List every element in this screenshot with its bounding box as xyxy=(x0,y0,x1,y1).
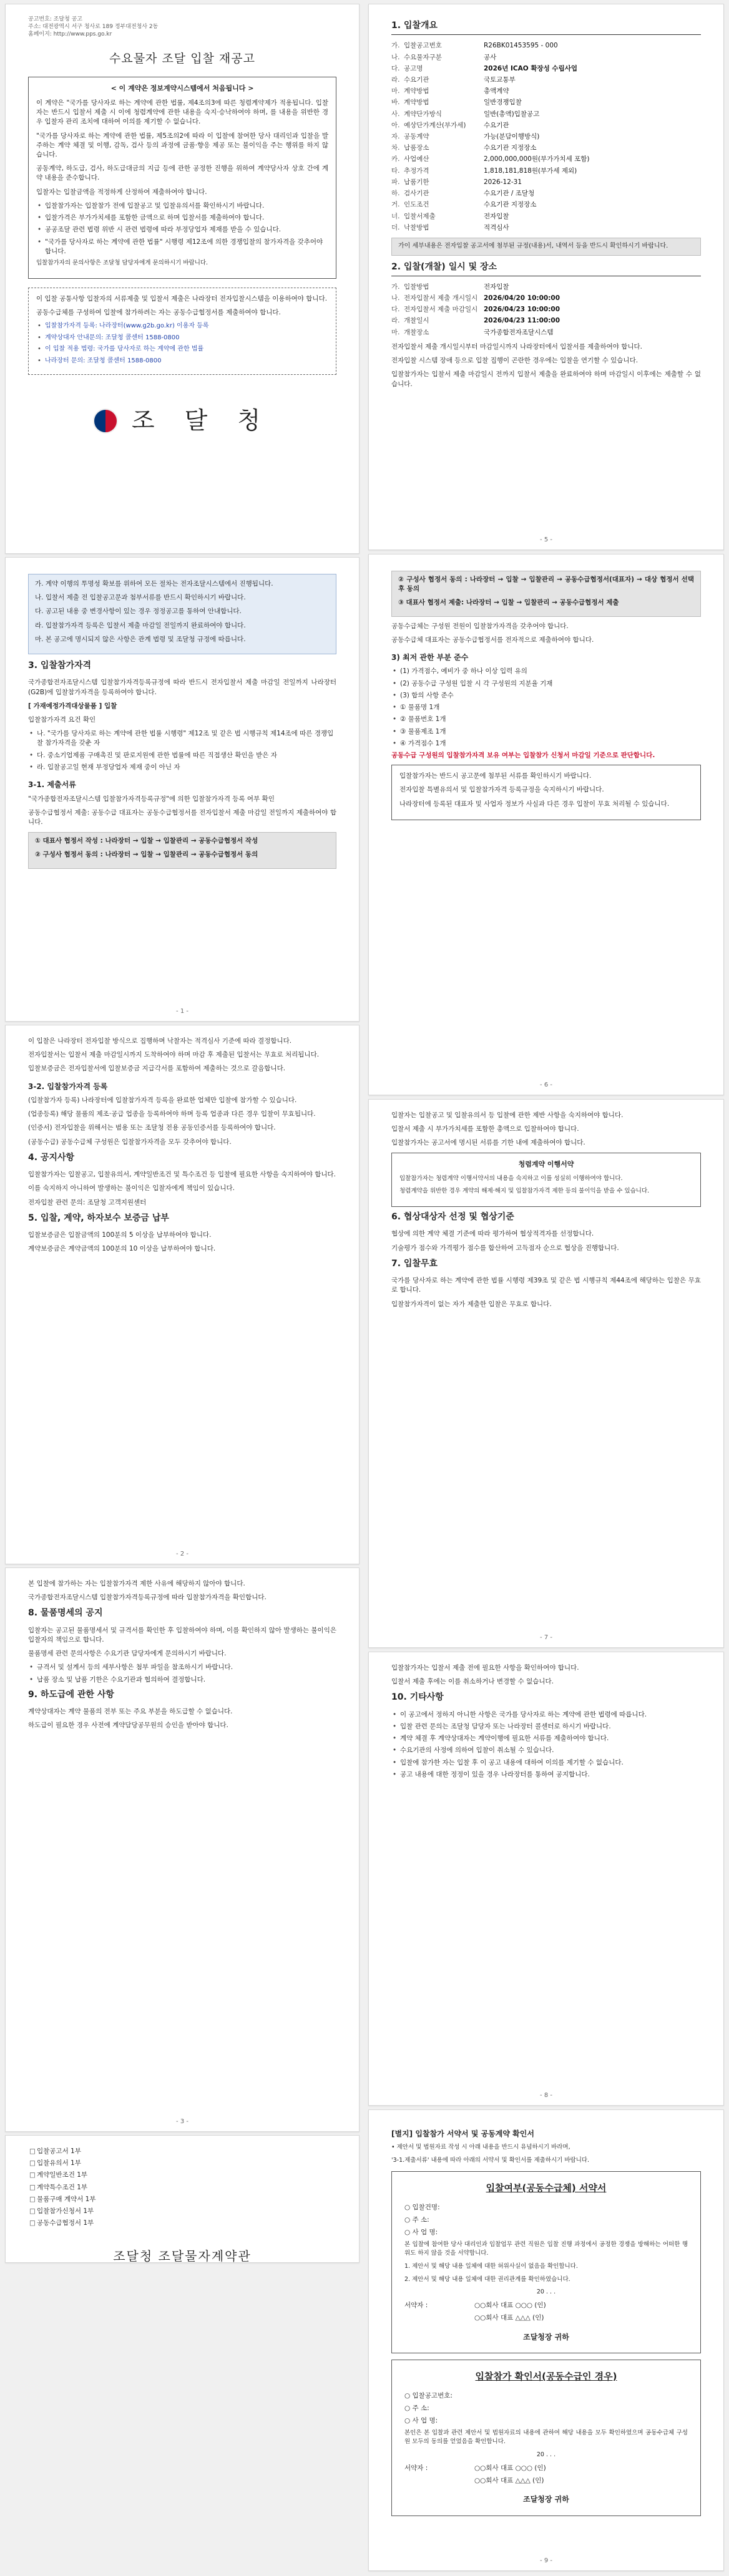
paragraph: 전자입찰 특별유의서 및 입찰참가자격 등록규정을 숙지하시기 바랍니다. xyxy=(399,786,604,794)
qualification-list xyxy=(28,729,336,772)
paragraph: 이 입찰은 나라장터 전자입찰 방식으로 집행하며 낙찰자는 적격심사 기준에 따라 결정합니다. xyxy=(28,1037,292,1045)
page-number: - 1 - xyxy=(176,1007,188,1015)
bid-schedule-table: 가. 입찰방법 전자입찰 나. 전자입찰서 제출 개시일시 2026/04/20 10:00:00 다. 전자입찰서 제출 마감일시 2026/04/23 10:00:00 라. 개찰일시 2026/04/23 11:00:00 마. 개찰장소 국가종합전자조달시스템 xyxy=(391,283,560,336)
paragraph: 입찰보증금은 입찰금액의 100분의 5 이상을 납부하여야 합니다. xyxy=(28,1231,212,1239)
closing-signature: 조달청 조달물자계약관 xyxy=(113,2248,252,2263)
list-item: • 이 공고에서 정하지 아니한 사항은 국가를 당사자로 하는 계약에 관한 법령에 따릅니다. xyxy=(391,1710,701,1720)
list-item: • "국가를 당사자로 하는 계약에 관한 법률" 시행령 제12조에 의한 경쟁입찰의 참가자격을 갖추어야 합니다. xyxy=(36,238,328,256)
page-number: - 6 - xyxy=(540,1081,552,1088)
paragraph: 본인은 본 입찰과 관련 제안서 및 법원자료의 내용에 관하여 해당 내용을 모두 확인하였으며 공동수급체 구성원 모두의 동의를 얻었음을 확인합니다. xyxy=(404,2429,688,2446)
list-item: • 납품 장소 및 납품 기한은 수요기관과 협의하여 결정합니다. xyxy=(28,1675,336,1685)
list-item: • (1) 가격점수, 예비가 중 하나 이상 입력 유의 xyxy=(391,667,701,676)
paragraph: 공동계약, 하도급, 검사, 하도급대금의 지급 등에 관한 공정한 진행을 위하여 계약당사자 상호 간에 계약 내용을 준수합니다. xyxy=(36,165,328,182)
paragraph: 청렴계약을 위반한 경우 계약의 해제·해지 및 입찰참가자격 제한 등의 불이익을 받을 수 있습니다. xyxy=(399,1188,650,1195)
organization-name: 조 달 청 xyxy=(131,407,272,435)
list-item: • ④ 가격점수 1개 xyxy=(391,739,701,748)
paragraph: 협상에 의한 계약 체결 기준에 따라 평가하여 협상적격자를 선정합니다. xyxy=(391,1230,594,1238)
bid-overview-table: 가. 입찰공고번호 R26BK01453595 - 000 나. 수요물자구분 공사 다. 공고명 2026년 ICAO 확장성 수립사업 라. 수요기관 국토교통부 마. 계약방법 총액계약 바. 계약방법 일반경쟁입찰 사. 계약단가방식 일반(총액)입찰공고 아. 예상단가계산(부가세) 수요기관 자. 공동계약 가능(분담이행방식) 차. 납품장소 수요기관 지정장소 카. 사업예산 2,000,000,000원(부가가치세 포함) 타. 추정가격 1,818,181,818원(부가세 제외) 파. 납품기한 2026-12-31 하. 검사기관 수요기관 / 조달청 거. 인도조건 수요기관 지정장소 너. 입찰서제출 전자입찰 더. 낙찰방법 적격심사 xyxy=(391,42,590,231)
paragraph: (입찰참가자 등록) 나라장터에 입찰참가자격 등록을 완료한 업체만 입찰에 참가할 수 있습니다. xyxy=(28,1097,297,1105)
paragraph: ③ 대표사 협정서 제출: 나라장터 → 입찰 → 입찰관리 → 공동수급협정서 제출 xyxy=(398,599,619,607)
paragraph: 국가종합전자조달시스템 입찰참가자격등록규정에 따라 반드시 전자입찰서 제출 마감일 전일까지 나라장터(G2B)에 입찰참가자격을 등록하여야 합니다. xyxy=(28,679,336,696)
paragraph: ② 구성사 협정서 동의 : 나라장터 → 입찰 → 입찰관리 → 공동수급협정서 동의 xyxy=(35,851,258,859)
form-addressee: 조달청장 귀하 xyxy=(523,2332,569,2341)
paragraph: 국가종합전자조달시스템 입찰참가자격등록규정에 따라 입찰참가자격을 확인합니다. xyxy=(28,1594,267,1602)
list-item: • 입찰 관련 문의는 조달청 담당자 또는 나라장터 콜센터로 하시기 바랍니다. xyxy=(391,1722,701,1731)
form-title: 입찰여부(공동수급체) 서약서 xyxy=(486,2182,607,2194)
list-item: • ① 물품명 1개 xyxy=(391,703,701,712)
paragraph: 입찰서 제출 시 부가가치세를 포함한 총액으로 입찰하여야 합니다. xyxy=(391,1125,579,1133)
paragraph: 2. 제안서 및 해당 내용 일체에 대한 권리관계를 확인하였습니다. xyxy=(404,2275,570,2283)
list-item: • (2) 공동수급 구성원 입찰 시 각 구성원의 지분율 기재 xyxy=(391,679,701,689)
specification-list xyxy=(28,1663,336,1684)
paragraph: 입찰참가자는 청렴계약 이행서약서의 내용을 숙지하고 이를 성실히 이행하여야 합니다. xyxy=(399,1174,623,1182)
procedure-box xyxy=(28,832,336,868)
paragraph: (인증서) 전자입찰을 위해서는 범용 또는 조달청 전용 공동인증서를 등록하여야 합니다. xyxy=(28,1124,276,1132)
paragraph: 입찰서 제출 후에는 이를 취소하거나 변경할 수 없습니다. xyxy=(391,1678,554,1686)
paragraph: 본 입찰에 참여한 당사 대리인과 입찰업무 관련 직원은 입찰 진행 과정에서 공정한 경쟁을 방해하는 어떠한 행위도 하지 않을 것을 서약합니다. xyxy=(404,2241,688,2257)
paragraph: "국가종합전자조달시스템 입찰참가자격등록규정"에 의한 입찰참가자격 등록 여부 확인 xyxy=(28,795,275,803)
paragraph: (업종등록) 해당 물품의 제조·공급 업종을 등록하여야 하며 등록 업종과 다른 경우 입찰이 무효됩니다. xyxy=(28,1110,316,1118)
section-title: 6. 협상대상자 선정 및 협상기준 xyxy=(391,1212,514,1223)
paragraph: 입찰참가자는 반드시 공고문에 첨부된 서류를 확인하시기 바랍니다. xyxy=(399,772,592,780)
list-item: □ 입찰유의서 1부 xyxy=(28,2159,336,2168)
section-title: 5. 입찰, 계약, 하자보수 보증금 납부 xyxy=(28,1213,169,1223)
paragraph: ② 구성사 협정서 동의 : 나라장터 → 입찰 → 입찰관리 → 공동수급협정서(대표자) → 대상 협정서 선택 후 동의 xyxy=(398,576,694,593)
paragraph: 전자입찰서는 입찰서 제출 마감일시까지 도착하여야 하며 마감 후 제출된 입찰서는 무효로 처리됩니다. xyxy=(28,1051,320,1059)
pledge-form: 입찰여부(공동수급체) 서약서 ○ 입찰건명: ○ 주 소: ○ 사 업 명: 본 입찰에 참여한 당사 대리인과 입찰업무 관련 직원은 입찰 진행 과정에서 공정한 경쟁을 방해하는 어떠한 행위도 하지 않을 것을 서약합니다. 1. 제안서 및 해당 내용 일체에 대한 허위사실이 없음을 확인합니다. 2. 제안서 및 해당 내용 일체에 대한 권리관계를 확인하였습니다. 20 . . . 서약자 : ○○회사 대표 ○○○ (인) ○○회사 대표 △△△ (인) 조달청장 귀하 xyxy=(391,2171,701,2353)
paragraph: ① 대표사 협정서 작성 : 나라장터 → 입찰 → 입찰관리 → 공동수급협정서 작성 xyxy=(35,837,258,845)
paragraph: 1. 제안서 및 해당 내용 일체에 대한 허위사실이 없음을 확인합니다. xyxy=(404,2262,578,2270)
section-title: 3) 최저 관한 부분 준수 xyxy=(391,653,469,662)
procedure-box xyxy=(391,571,701,617)
document-page-8 xyxy=(368,1099,724,1648)
list-item: □ 입찰참가신청서 1부 xyxy=(28,2207,336,2216)
document-page-6 xyxy=(368,4,724,550)
paragraph: 입찰보증금은 전자입찰서에 입찰보증금 지급각서를 포함하여 제출하는 것으로 갈음합니다. xyxy=(28,1065,286,1073)
warning-line: 공동수급 구성원의 입찰참가자격 보유 여부는 입찰참가 신청서 마감일 기준으로 판단합니다. xyxy=(391,752,655,760)
document-page-7 xyxy=(368,554,724,1095)
paragraph: 국가를 당사자로 하는 계약에 관한 법률 시행령 제39조 및 같은 법 시행규칙 제44조에 해당하는 입찰은 무효로 합니다. xyxy=(391,1277,701,1294)
paragraph: "국가를 당사자로 하는 계약에 관한 법률, 제5조의2에 따라 이 입찰에 참여한 당사 대리인과 입찰을 발주하는 계약 체결 및 이행, 감독, 검사 등의 과정에 금품·향응 제공 또는 불이익을 주는 행위를 하지 않습니다. xyxy=(36,132,328,158)
page-number: - 3 - xyxy=(176,2118,188,2125)
list-item: • 규격서 및 설계서 등의 세부사항은 첨부 파일을 참조하시기 바랍니다. xyxy=(28,1663,336,1672)
integrity-contract-box xyxy=(28,77,336,279)
paragraph: 입찰참가자격이 없는 자가 제출한 입찰은 무효로 합니다. xyxy=(391,1300,552,1308)
section-title: 8. 물품명세의 공지 xyxy=(28,1608,103,1619)
list-item: • ② 물품번호 1개 xyxy=(391,715,701,724)
document-page-9 xyxy=(368,1652,724,2106)
list-item: □ 계약일반조건 1부 xyxy=(28,2171,336,2180)
contact-line: 입찰참가자의 문의사항은 조달청 담당자에게 문의하시기 바랍니다. xyxy=(36,259,208,266)
paragraph: (공동수급) 공동수급체 구성원은 입찰참가자격을 모두 갖추어야 합니다. xyxy=(28,1138,232,1146)
item-list xyxy=(391,703,701,748)
list-item: • 다. 중소기업제품 구매촉진 및 판로지원에 관한 법률에 따른 직접생산 확인을 받은 자 xyxy=(28,751,336,760)
paragraph: 공동수급체 대표자는 공동수급협정서를 전자적으로 제출하여야 합니다. xyxy=(391,636,594,644)
list-item: • 이 입찰 적용 법령: 국가를 당사자로 하는 계약에 관한 법률 xyxy=(36,345,328,354)
page-number: - 8 - xyxy=(540,2091,552,2099)
paragraph: 입찰참가자는 공고서에 명시된 서류를 기한 내에 제출하여야 합니다. xyxy=(391,1139,585,1147)
list-item: □ 계약특수조건 1부 xyxy=(28,2183,336,2192)
paragraph: 전자입찰 관련 문의: 조달청 고객지원센터 xyxy=(28,1198,147,1206)
paragraph: 나라장터에 등록된 대표자 및 사업자 정보가 사실과 다른 경우 입찰이 무효 처리될 수 있습니다. xyxy=(399,800,670,808)
paragraph: 공동수급체를 구성하여 입찰에 참가하려는 자는 공동수급협정서를 제출하여야 합니다. xyxy=(36,308,281,316)
list-item: • 나라장터 문의: 조달청 콜센터 1588-0800 xyxy=(36,357,328,366)
paragraph: 계약상대자는 계약 물품의 전부 또는 주요 부분을 하도급할 수 없습니다. xyxy=(28,1708,233,1716)
document-page-5 xyxy=(5,2135,360,2263)
notice-box xyxy=(28,574,336,654)
paragraph: 가. 계약 이행의 투명성 확보를 위하여 모든 절차는 전자조달시스템에서 진행됩니다. xyxy=(35,580,273,588)
notice-list xyxy=(36,322,328,366)
paragraph: 계약보증금은 계약금액의 100분의 10 이상을 납부하여야 합니다. xyxy=(28,1245,216,1253)
paragraph: 이를 숙지하지 아니하여 발생하는 불이익은 입찰자에게 책임이 있습니다. xyxy=(28,1184,235,1193)
section-title: 7. 입찰무효 xyxy=(391,1258,438,1269)
page-number: - 7 - xyxy=(540,1634,552,1641)
form-title: 입찰참가 확인서(공동수급인 경우) xyxy=(475,2370,617,2382)
paragraph: 입찰자는 입찰공고 및 입찰유의서 등 입찰에 관한 제반 사항을 숙지하여야 합니다. xyxy=(391,1111,624,1119)
attachment-list xyxy=(28,2147,336,2229)
page-number: - 2 - xyxy=(176,1550,188,1557)
paragraph: [ 가재예정가격대상물품 ] 입찰 xyxy=(28,702,117,710)
section-title: 2. 입찰(개찰) 일시 및 장소 xyxy=(391,261,701,276)
list-item: □ 입찰공고서 1부 xyxy=(28,2147,336,2156)
form-date: 20 . . . xyxy=(536,2288,556,2296)
paragraph: 이 입찰 공통사항 입찰자의 서류제출 및 입찰서 제출은 나라장터 전자입찰시스템을 이용하여야 합니다. xyxy=(36,294,328,303)
document-page-3 xyxy=(5,1025,360,1564)
paragraph: 마. 본 공고에 명시되지 않은 사항은 관계 법령 및 조달청 규정에 따릅니다. xyxy=(35,635,246,643)
paragraph: 다. 공고된 내용 중 변경사항이 있는 경우 정정공고를 통하여 안내합니다. xyxy=(35,608,242,616)
integrity-pledge-box xyxy=(391,1153,701,1207)
paragraph: 나. 입찰서 제출 전 입찰공고문과 첨부서류를 반드시 확인하시기 바랍니다. xyxy=(35,594,246,602)
paragraph: 입찰참가자는 입찰서 제출 마감일시 전까지 입찰서 제출을 완료하여야 하며 마감일시 이후에는 제출할 수 없습니다. xyxy=(391,370,701,388)
document-page-1 xyxy=(5,4,360,554)
paragraph: 입찰참가자는 입찰서 제출 전에 필요한 사항을 확인하여야 합니다. xyxy=(391,1664,579,1672)
misc-list xyxy=(391,1710,701,1779)
list-item: • ③ 물품제조 1개 xyxy=(391,727,701,737)
notice-box xyxy=(28,288,336,375)
box-title: 청렴계약 이행서약 xyxy=(518,1160,574,1168)
form-date: 20 . . . xyxy=(536,2451,556,2458)
document-page-4 xyxy=(5,1567,360,2132)
notes-box xyxy=(391,765,701,820)
document-page-10 xyxy=(368,2109,724,2571)
appendix-heading: [별지] 입찰참가 서약서 및 공동계약 확인서 xyxy=(391,2129,534,2138)
list-item: • 입찰가격은 부가가치세를 포함한 금액으로 하며 입찰서를 제출하여야 합니다. xyxy=(36,213,328,223)
form-addressee: 조달청장 귀하 xyxy=(523,2495,569,2504)
list-item: • 공공조달 관련 법령 위반 시 관련 법령에 따라 부정당업자 제재를 받을 수 있습니다. xyxy=(36,225,328,235)
paragraph: 입찰자는 공고된 물품명세서 및 규격서를 확인한 후 입찰하여야 하며, 이를 확인하지 않아 발생하는 불이익은 입찰자의 책임으로 합니다. xyxy=(28,1626,336,1644)
document-page-2 xyxy=(5,557,360,1022)
paragraph: 하도급이 필요한 경우 사전에 계약담당공무원의 승인을 받아야 합니다. xyxy=(28,1721,228,1730)
paragraph: 입찰참가자는 입찰공고, 입찰유의서, 계약일반조건 및 특수조건 등 입찰에 필요한 사항을 숙지하여야 합니다. xyxy=(28,1171,336,1179)
list-item: • (3) 합의 사항 준수 xyxy=(391,691,701,700)
section-title: 4. 공지사항 xyxy=(28,1152,75,1163)
paragraph: 입찰자는 입찰금액을 적정하게 산정하여 제출하여야 합니다. xyxy=(36,188,207,196)
page-number: - 9 - xyxy=(540,2557,552,2564)
document-title: 수요물자 조달 입찰 재공고 xyxy=(109,52,255,66)
paragraph: 물품명세 관련 문의사항은 수요기관 담당자에게 문의하시기 바랍니다. xyxy=(28,1650,227,1658)
list-item: • 계약상대자 안내문의: 조달청 콜센터 1588-0800 xyxy=(36,334,328,343)
government-emblem-icon xyxy=(93,409,118,433)
section-title: 1. 입찰개요 xyxy=(391,19,701,35)
section-title: 9. 하도급에 관한 사항 xyxy=(28,1689,114,1700)
paragraph: 기술평가 점수와 가격평가 점수를 합산하여 고득점자 순으로 협상을 진행합니다. xyxy=(391,1244,619,1252)
list-item: • 나. "국가를 당사자로 하는 계약에 관한 법률 시행령" 제12조 및 같은 법 시행규칙 제14조에 따른 경쟁입찰 참가자격을 갖춘 자 xyxy=(28,729,336,748)
paragraph: 전자입찰 시스템 장애 등으로 입찰 집행이 곤란한 경우에는 입찰을 연기할 수 있습니다. xyxy=(391,357,638,365)
paragraph: 공동수급협정서 제출: 공동수급 대표자는 공동수급협정서를 전자입찰서 제출 마감일 전일까지 제출하여야 합니다. xyxy=(28,808,336,826)
list-item: • 입찰참가자격 등록: 나라장터(www.g2b.go.kr) 이용자 등록 xyxy=(36,322,328,331)
government-signature xyxy=(28,404,336,438)
list-item: • 라. 입찰공고일 현재 부정당업자 제재 중이 아닌 자 xyxy=(28,763,336,772)
list-item: □ 공동수급협정서 1부 xyxy=(28,2219,336,2228)
paragraph: 본 입찰에 참가하는 자는 입찰참가자격 제한 사유에 해당하지 않아야 합니다. xyxy=(28,1580,245,1587)
list-item: • 입찰에 참가한 자는 입찰 후 이 공고 내용에 대하여 이의를 제기할 수 없습니다. xyxy=(391,1758,701,1768)
info-note-box: 가이 세부내용은 전자입찰 공고서에 첨부된 규정(내용)서, 내역서 등을 반드시 확인하시기 바랍니다. xyxy=(391,238,701,256)
paragraph: '3-1.제출서류' 내용에 따라 아래의 서약서 및 확인서를 제출하시기 바랍니다. xyxy=(391,2157,590,2164)
box-list xyxy=(36,201,328,256)
paragraph: 공동수급체는 구성원 전원이 입찰참가자격을 갖추어야 합니다. xyxy=(391,622,569,630)
paragraph: 입찰참가자격 요건 확인 xyxy=(28,716,96,724)
list-item: • 공고 내용에 대한 정정이 있을 경우 나라장터를 통하여 공지합니다. xyxy=(391,1770,701,1779)
paragraph: 라. 입찰참가자격 등록은 입찰서 제출 마감일 전일까지 완료하여야 합니다. xyxy=(35,621,246,629)
section-title: 3-2. 입찰참가자격 등록 xyxy=(28,1082,108,1091)
section-title: 10. 기타사항 xyxy=(391,1692,444,1703)
list-item: □ 물품구매 계약서 1부 xyxy=(28,2195,336,2204)
page-number: - 5 - xyxy=(540,536,552,543)
paragraph: 이 계약은 "국가를 당사자로 하는 계약에 관한 법률, 제4조의3에 따른 청렴계약제가 적용됩니다. 입찰자는 반드시 입찰서 제출 시 이에 청렴계약에 관한 내용을 숙지·승낙하여야 하며, 를 내용을 위반한 경우 입찰자 관리 조치에 대하여 이의를 제기할 수 없습니다. xyxy=(36,99,328,126)
paragraph: • 제안서 및 법원자료 작성 시 아래 내용을 반드시 유념하시기 바라며, xyxy=(391,2144,570,2151)
section-title: 3-1. 제출서류 xyxy=(28,780,76,790)
confirmation-form: 입찰참가 확인서(공동수급인 경우) ○ 입찰공고번호: ○ 주 소: ○ 사 업 명: 본인은 본 입찰과 관련 제안서 및 법원자료의 내용에 관하여 해당 내용을 모두 확인하였으며 공동수급체 구성원 모두의 동의를 얻었음을 확인합니다. 20 . . . 서약자 : ○○회사 대표 ○○○ (인) ○○회사 대표 △△△ (인) 조달청장 귀하 xyxy=(391,2360,701,2516)
section-title: 3. 입찰참가자격 xyxy=(28,661,92,671)
list-item: • 입찰참가자는 입찰참가 전에 입찰공고 및 입찰유의서를 확인하시기 바랍니다. xyxy=(36,201,328,211)
list-item: • 계약 체결 후 계약상대자는 계약이행에 필요한 서류를 제출하여야 합니다. xyxy=(391,1734,701,1743)
box-title: < 이 계약은 정보계약시스템에서 처음됩니다 > xyxy=(110,84,254,92)
paragraph: 전자입찰서 제출 개시일시부터 마감일시까지 나라장터에서 입찰서를 제출하여야 합니다. xyxy=(391,342,642,351)
list-item: • 수요기관의 사정에 의하여 입찰이 취소될 수 있습니다. xyxy=(391,1746,701,1755)
rule-list xyxy=(391,667,701,700)
document-header: 공고번호: 조달청 공고 주소: 대전광역시 서구 청사로 189 정부대전청사 2동 홈페이지: http://www.pps.go.kr xyxy=(28,16,159,38)
